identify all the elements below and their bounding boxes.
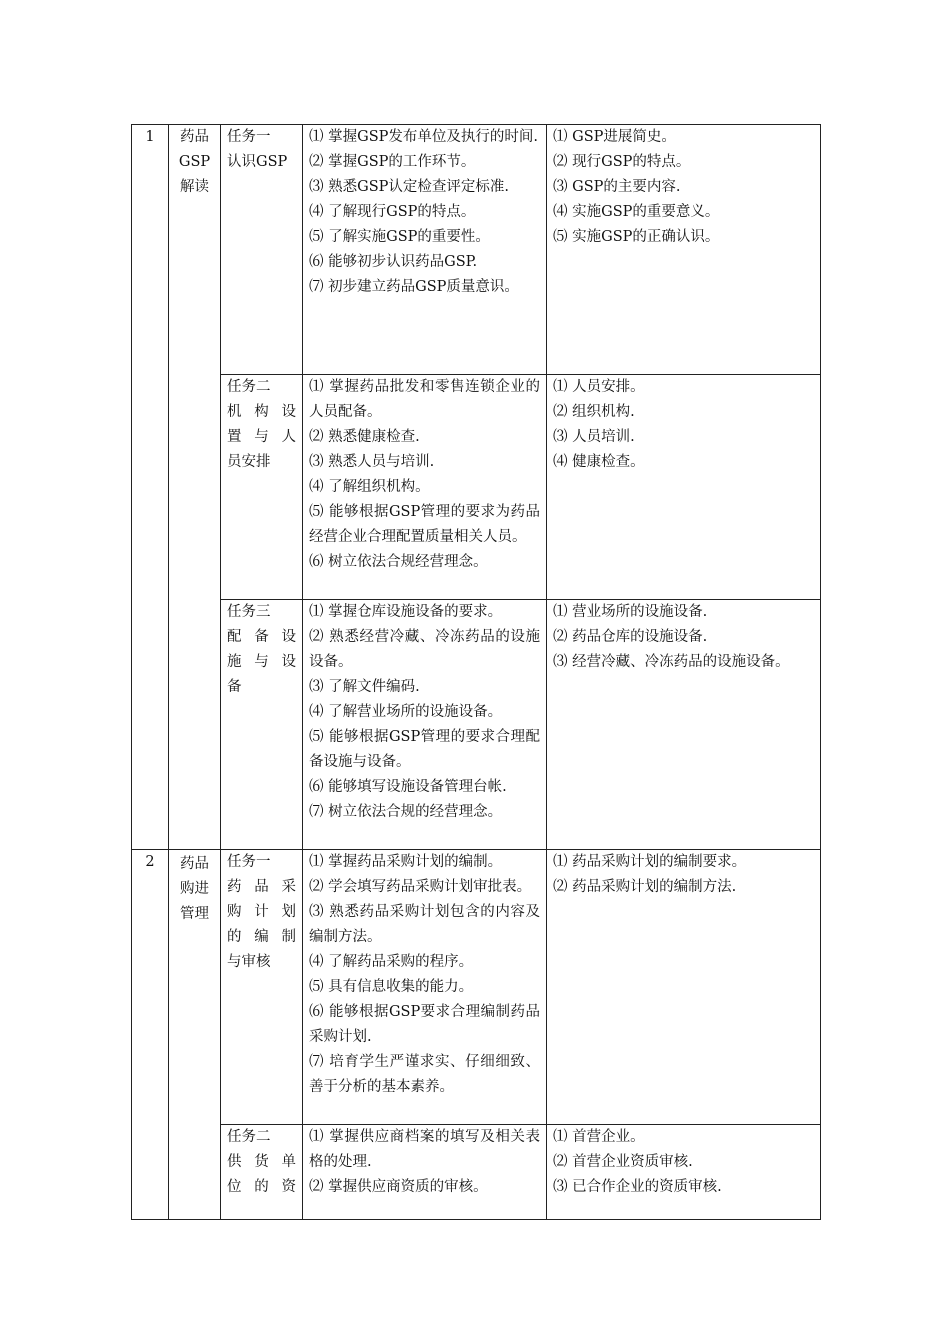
list-item: ⑶ 人员培训. <box>553 429 635 445</box>
row-number: 1 <box>132 125 169 850</box>
task-name: 任务一 认识GSP <box>221 125 303 375</box>
list-item: ⑸ 能够根据GSP管理的要求合理配备设施与设备。 <box>309 729 540 770</box>
learning-contents <box>547 1125 821 1220</box>
list-item: ⑵ 现行GSP的特点。 <box>553 154 691 170</box>
list-item: ⑴ 掌握药品采购计划的编制。 <box>309 854 503 870</box>
list-item: ⑵ 掌握GSP的工作环节。 <box>309 154 476 170</box>
list-item: ⑵ 首营企业资质审核. <box>553 1154 693 1170</box>
list-item: ⑷ 了解营业场所的设施设备。 <box>309 704 503 720</box>
list-item: ⑵ 学会填写药品采购计划审批表。 <box>309 879 532 895</box>
module-name: 药品 GSP 解读 <box>169 125 221 850</box>
task-name: 任务三 配备设 施与设 备 <box>221 600 303 850</box>
list-item: ⑺ 初步建立药品GSP质量意识。 <box>309 279 519 295</box>
list-item: ⑴ 人员安排。 <box>553 379 645 395</box>
list-item: ⑴ 药品采购计划的编制要求。 <box>553 854 747 870</box>
table-row <box>132 850 821 1125</box>
list-item: ⑹ 能够填写设施设备管理台帐. <box>309 779 507 795</box>
list-item: ⑴ 营业场所的设施设备. <box>553 604 708 620</box>
list-item: ⑺ 培育学生严谨求实、仔细细致、善于分析的基本素养。 <box>309 1054 540 1095</box>
list-item: ⑶ 经营冷藏、冷冻药品的设施设备。 <box>553 654 790 670</box>
list-item: ⑴ 掌握供应商档案的填写及相关表格的处理. <box>309 1129 540 1170</box>
learning-contents <box>547 600 821 850</box>
list-item: ⑷ 实施GSP的重要意义。 <box>553 204 720 220</box>
learning-goals <box>303 850 547 1125</box>
list-item: ⑵ 掌握供应商资质的审核。 <box>309 1179 488 1195</box>
table-row <box>132 125 821 375</box>
list-item: ⑷ 了解现行GSP的特点。 <box>309 204 476 220</box>
list-item: ⑴ 掌握仓库设施设备的要求。 <box>309 604 503 620</box>
task-name: 任务二 机构设 置与人 员安排 <box>221 375 303 600</box>
list-item: ⑸ 了解实施GSP的重要性。 <box>309 229 490 245</box>
learning-goals <box>303 125 547 375</box>
list-item: ⑶ 已合作企业的资质审核. <box>553 1179 722 1195</box>
list-item: ⑴ 掌握药品批发和零售连锁企业的人员配备。 <box>309 379 540 420</box>
list-item: ⑹ 树立依法合规经营理念。 <box>309 554 488 570</box>
task-name: 任务一 药品采 购计划 的编制 与审核 <box>221 850 303 1125</box>
list-item: ⑶ 熟悉药品采购计划包含的内容及编制方法。 <box>309 904 540 945</box>
list-item: ⑵ 药品采购计划的编制方法. <box>553 879 737 895</box>
list-item: ⑸ 能够根据GSP管理的要求为药品经营企业合理配置质量相关人员。 <box>309 504 540 545</box>
list-item: ⑵ 熟悉健康检查. <box>309 429 420 445</box>
table-row <box>132 1125 821 1220</box>
list-item: ⑷ 健康检查。 <box>553 454 645 470</box>
list-item: ⑸ 实施GSP的正确认识。 <box>553 229 720 245</box>
learning-goals <box>303 1125 547 1220</box>
list-item: ⑶ 熟悉GSP认定检查评定标准. <box>309 179 509 195</box>
list-item: ⑶ 熟悉人员与培训. <box>309 454 435 470</box>
row-number: 2 <box>132 850 169 1220</box>
table-row <box>132 600 821 850</box>
learning-contents <box>547 850 821 1125</box>
task-name: 任务二 供货单 位的资 <box>221 1125 303 1220</box>
list-item: ⑸ 具有信息收集的能力。 <box>309 979 474 995</box>
curriculum-table <box>131 124 821 1220</box>
learning-contents <box>547 125 821 375</box>
learning-contents <box>547 375 821 600</box>
list-item: ⑵ 药品仓库的设施设备. <box>553 629 708 645</box>
list-item: ⑴ 首营企业。 <box>553 1129 645 1145</box>
learning-goals <box>303 375 547 600</box>
table-row <box>132 375 821 600</box>
list-item: ⑶ GSP的主要内容. <box>553 179 681 195</box>
list-item: ⑷ 了解组织机构。 <box>309 479 430 495</box>
module-name: 药品 购进 管理 <box>169 850 221 1220</box>
list-item: ⑵ 熟悉经营冷藏、冷冻药品的设施设备。 <box>309 629 540 670</box>
list-item: ⑺ 树立依法合规的经营理念。 <box>309 804 503 820</box>
list-item: ⑷ 了解药品采购的程序。 <box>309 954 474 970</box>
list-item: ⑹ 能够根据GSP要求合理编制药品采购计划. <box>309 1004 540 1045</box>
list-item: ⑶ 了解文件编码. <box>309 679 420 695</box>
list-item: ⑴ GSP进展简史。 <box>553 129 676 145</box>
learning-goals <box>303 600 547 850</box>
list-item: ⑹ 能够初步认识药品GSP. <box>309 254 478 270</box>
list-item: ⑵ 组织机构. <box>553 404 635 420</box>
list-item: ⑴ 掌握GSP发布单位及执行的时间. <box>309 129 538 145</box>
